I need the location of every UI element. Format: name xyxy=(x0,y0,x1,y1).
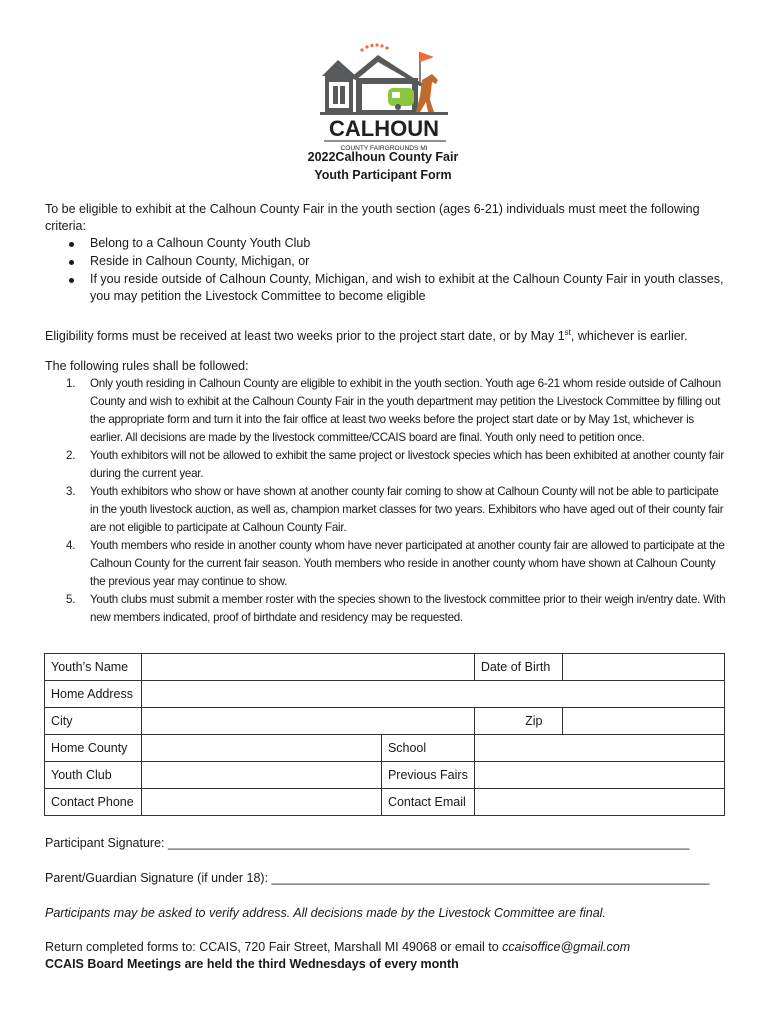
contact-email-link[interactable]: ccaisoffice@gmail.com xyxy=(502,940,631,954)
youths-name-label: Youth’s Name xyxy=(45,654,142,681)
home-county-label: Home County xyxy=(45,735,142,762)
rule-number: 4. xyxy=(66,539,76,552)
rule-number: 1. xyxy=(66,377,76,390)
participant-signature-line[interactable]: Participant Signature: ___________________________________________________________________________ xyxy=(45,836,690,850)
eligibility-intro: To be eligible to exhibit at the Calhoun County Fair in the youth section (ages 6-21) individuals must meet the following criteria: xyxy=(45,202,700,233)
date-of-birth-field[interactable] xyxy=(563,654,725,681)
contact-phone-field[interactable] xyxy=(141,789,381,816)
rule-item xyxy=(66,537,726,591)
rule-item xyxy=(66,591,726,627)
parent-signature-line[interactable]: Parent/Guardian Signature (if under 18): _______________________________________________________________ xyxy=(45,871,710,885)
school-label: School xyxy=(381,735,474,762)
city-label: City xyxy=(45,708,142,735)
logo-wordmark: CALHOUN xyxy=(329,116,439,141)
youth-club-label: Youth Club xyxy=(45,762,142,789)
previous-fairs-field[interactable] xyxy=(474,762,724,789)
zip-label: Zip xyxy=(474,708,563,735)
rule-text: Youth exhibitors will not be allowed to exhibit the same project or livestock species which has been exhibited at another county fair during the current year. xyxy=(90,449,724,480)
return-text: Return completed forms to: CCAIS, 720 Fair Street, Marshall MI 49068 or email to xyxy=(45,940,503,954)
return-instructions xyxy=(45,940,735,954)
participant-form-table xyxy=(44,653,725,816)
rule-number: 5. xyxy=(66,593,76,606)
logo-subtitle: COUNTY FAIRGROUNDS MI xyxy=(340,145,428,152)
school-field[interactable] xyxy=(474,735,724,762)
rule-number: 3. xyxy=(66,485,76,498)
youth-club-field[interactable] xyxy=(141,762,381,789)
city-field[interactable] xyxy=(141,708,474,735)
deadline-text: Eligibility forms must be received at least two weeks prior to the project start date, or by May 1 xyxy=(45,329,565,344)
previous-fairs-label: Previous Fairs xyxy=(381,762,474,789)
board-meetings-note: CCAIS Board Meetings are held the third Wednesdays of every month xyxy=(45,957,459,971)
deadline-text-end: , whichever is earlier. xyxy=(570,329,688,344)
rule-text: Youth clubs must submit a member roster with the species shown to the livestock committee prior to their weigh in/entry date. With new members indicated, proof of birthdate and residency may be requested. xyxy=(90,593,726,624)
rules-intro: The following rules shall be followed: xyxy=(45,359,249,373)
home-address-label: Home Address xyxy=(45,681,142,708)
contact-phone-label: Contact Phone xyxy=(45,789,142,816)
criteria-list xyxy=(66,235,726,306)
rule-text: Youth members who reside in another county whom have never participated at another county fair are allowed to participate at the Calhoun County for the current fair season. Youth members who reside in another county whom have shown at Calhoun County the previous year may continue to show. xyxy=(90,539,725,588)
zip-field[interactable] xyxy=(563,708,725,735)
criteria-item: Reside in Calhoun County, Michigan, or xyxy=(66,253,726,271)
form-title-year: 2022Calhoun County Fair xyxy=(307,150,459,164)
contact-email-field[interactable] xyxy=(474,789,724,816)
rule-item xyxy=(66,375,726,447)
rules-list xyxy=(66,375,726,627)
form-title: Youth Participant Form xyxy=(314,168,452,182)
eligibility-deadline xyxy=(45,324,735,345)
home-address-field[interactable] xyxy=(141,681,724,708)
home-county-field[interactable] xyxy=(141,735,381,762)
youths-name-field[interactable] xyxy=(141,654,474,681)
rule-item xyxy=(66,447,726,483)
verification-note: Participants may be asked to verify address. All decisions made by the Livestock Committee are final. xyxy=(45,906,606,920)
criteria-item: Belong to a Calhoun County Youth Club xyxy=(66,235,726,253)
criteria-item: If you reside outside of Calhoun County, Michigan, and wish to exhibit at the Calhoun County Fair in youth classes, you may petition the Livestock Committee to become eligible xyxy=(66,271,726,307)
rule-item xyxy=(66,483,726,537)
date-of-birth-label: Date of Birth xyxy=(474,654,563,681)
rule-text: Youth exhibitors who show or have shown at another county fair coming to show at Calhoun County will not be able to participate in the youth livestock auction, as well as, champion market classes for two years. Exhibitors who have aged out of their county fair are not eligible to participate at Calhoun County Fair. xyxy=(90,485,724,534)
contact-email-label: Contact Email xyxy=(381,789,474,816)
rule-number: 2. xyxy=(66,449,76,462)
deadline-sup: st xyxy=(564,328,571,337)
calhoun-fairgrounds-logo xyxy=(316,40,454,152)
rule-text: Only youth residing in Calhoun County are eligible to exhibit in the youth section. Youth age 6-21 whom reside outside of Calhoun County and wish to exhibit at the Calhoun County Fair in the youth department may petition the Livestock Committee by filling out the appropriate form and turn it into the fair office at least two weeks before the project start date or by May 1st, whichever is earlier. All decisions are made by the livestock committee/CCAIS board are final. Youth only need to petition once. xyxy=(90,377,721,444)
